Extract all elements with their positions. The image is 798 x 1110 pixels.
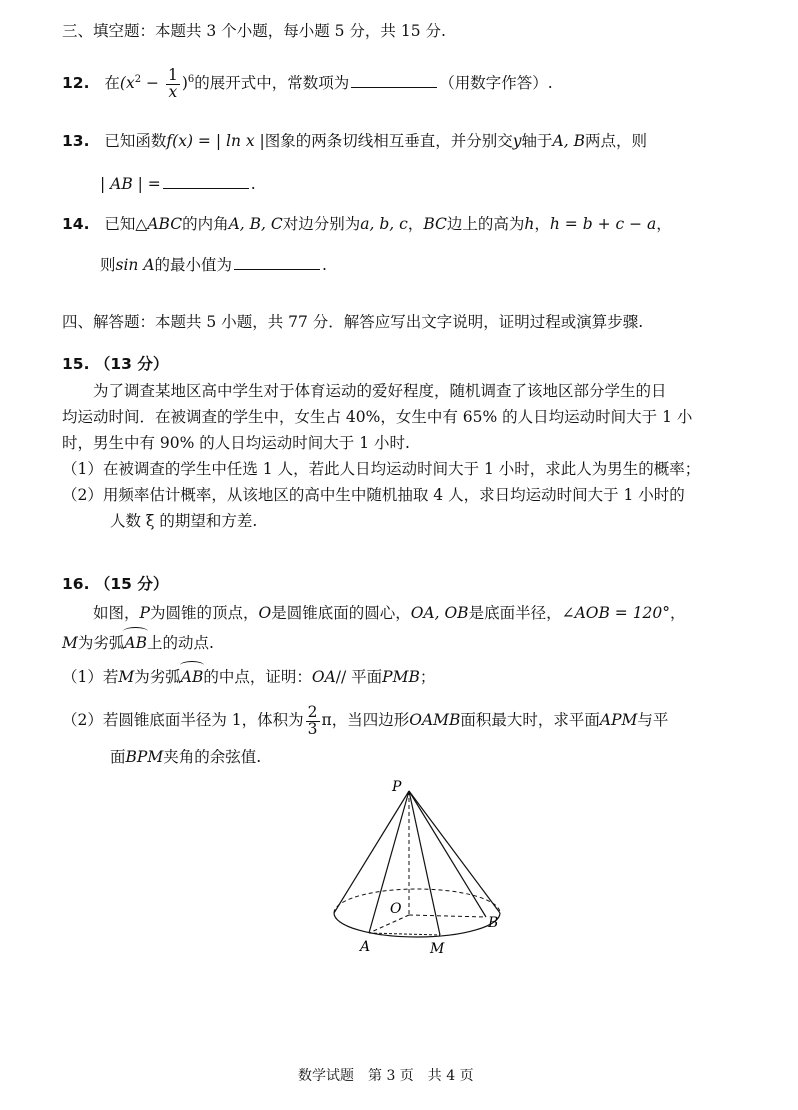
page-footer: 数学试题 第 3 页 共 4 页 (298, 1068, 474, 1084)
question-15-sub-2-cont: 人数 ξ 的期望和方差. (110, 512, 258, 530)
fraction: $\frac{2}{3}$ (307, 703, 318, 738)
question-16-sub-2: （2）若圆锥底面半径为 1，体积为 $\frac{2}{3}$ π，当四边形OAMB面积最大时，求平面APM与平 (62, 703, 669, 738)
question-16-heading: 16. （15 分） (62, 575, 169, 593)
cone-figure (320, 775, 520, 965)
label-O: O (390, 901, 402, 917)
question-16-paragraph-line-2: M为劣弧 AB上的动点. (62, 634, 214, 653)
question-15-paragraph-line-1: 为了调查某地区高中学生对于体育运动的爱好程度，随机调查了该地区部分学生的日 (93, 382, 667, 400)
question-number: 12. (62, 74, 90, 92)
question-16-paragraph-line-1: 如图，P为圆锥的顶点，O是圆锥底面的圆心，OA, OB是底面半径，∠AOB = 120°， (93, 604, 686, 622)
arc-notation: AB (124, 634, 147, 653)
question-14-line-2: 则sin A的最小值为 . (100, 256, 327, 274)
answer-blank[interactable] (163, 187, 249, 189)
section-4-title: 四、解答题：本题共 5 小题，共 77 分．解答应写出文字说明，证明过程或演算步骤. (62, 313, 644, 331)
cone-base-back-arc (334, 889, 500, 913)
label-P: P (392, 779, 402, 795)
label-M: M (430, 941, 445, 957)
question-13-line-2: | AB | = . (100, 175, 256, 193)
fraction: $\frac{1}{x}$ (167, 66, 178, 101)
cone-left-edge (334, 791, 409, 913)
label-A: A (360, 939, 371, 955)
question-13: 13. 已知函数f(x) = | ln x |图象的两条切线相互垂直，并分别交y轴于A, B两点，则 (62, 132, 648, 150)
question-16-sub-2-cont: 面BPM夹角的余弦值. (110, 748, 262, 766)
answer-blank[interactable] (351, 86, 437, 88)
question-15-sub-2: （2）用频率估计概率，从该地区的高中生中随机抽取 4 人，求日均运动时间大于 1 小时的 (62, 486, 685, 504)
radius-OA (369, 915, 409, 933)
segment-PB (409, 791, 486, 917)
question-15-heading: 15. （13 分） (62, 355, 169, 373)
question-15-sub-1: （1）在被调查的学生中任选 1 人，若此人日均运动时间大于 1 小时，求此人为男生的概率； (62, 460, 701, 478)
radius-OB (409, 915, 486, 917)
question-14: 14. 已知△ABC的内角A, B, C对边分别为a, b, c，BC边上的高为h，h = b + c − a， (62, 215, 672, 233)
segment-PA (369, 791, 409, 933)
section-3-title: 三、填空题：本题共 3 个小题，每小题 5 分，共 15 分. (62, 22, 446, 40)
question-16-sub-1: （1）若M为劣弧 AB的中点，证明：OA// 平面PMB； (62, 668, 435, 687)
question-12: 12. 在($x^2$ − $\frac{1}{x}$ )$^6$的展开式中，常数项为 （用数字作答）. (62, 66, 553, 101)
label-B: B (488, 915, 499, 931)
question-15-paragraph-line-3: 时，男生中有 90% 的人日均运动时间大于 1 小时. (62, 434, 410, 452)
question-15-paragraph-line-2: 均运动时间．在被调查的学生中，女生占 40%，女生中有 65% 的人日均运动时间大于 1 小 (62, 408, 693, 426)
answer-blank[interactable] (234, 268, 320, 270)
arc-notation: AB (181, 668, 204, 687)
